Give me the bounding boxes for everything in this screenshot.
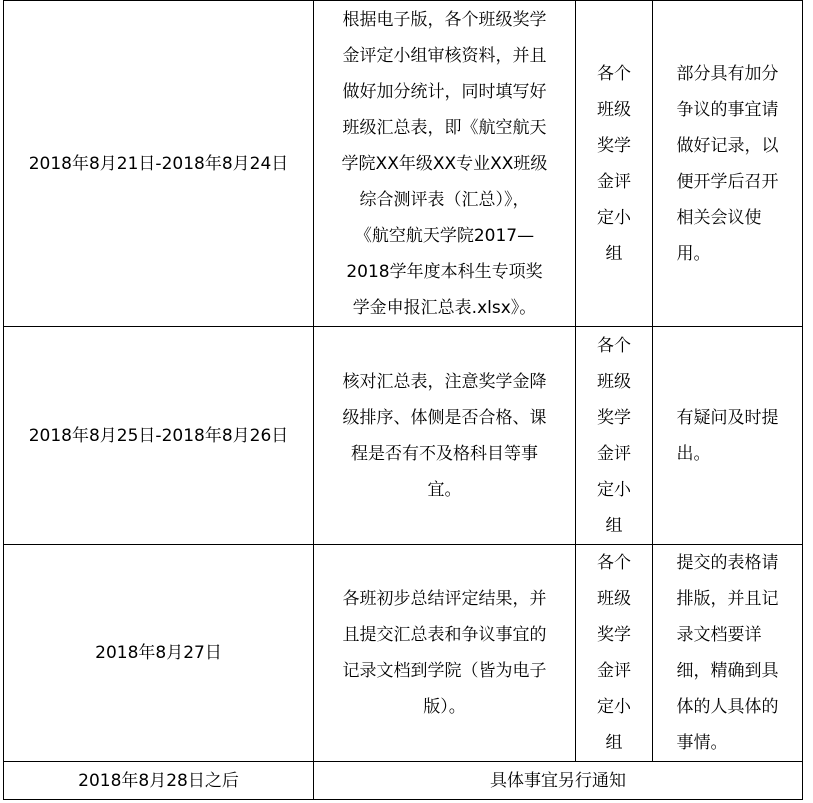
notes-cell [653,545,803,762]
final-notice-cell [314,762,803,800]
responsible-group-cell [576,545,653,762]
responsible-group-text: 各个 班级 奖学 金评 定小 组 [597,63,631,264]
date-cell [4,1,314,327]
table-row [4,762,803,800]
date-text: 2018年8月21日-2018年8月24日 [28,153,289,174]
date-text: 2018年8月28日之后 [78,770,239,791]
date-text: 2018年8月25日-2018年8月26日 [28,425,289,446]
notes-text: 提交的表格请 排版，并且记 录文档要详 细，精确到具 体的人具体的 事情。 [676,553,779,753]
table-row [4,1,803,327]
date-text: 2018年8月27日 [95,643,222,663]
task-content-text: 根据电子版，各个班级奖学 金评定小组审核资料，并且 做好加分统计，同时填写好 班级汇总表，即《航空航天 学院XX年级XX专业XX班级 综合测评表（汇总）》， 《航空航天学院2017— 2018学年度本科生专项奖 学金申报汇总表.xlsx》。 [341,9,548,318]
task-content-cell [314,1,576,327]
table-row [4,327,803,545]
responsible-group-cell [576,327,653,545]
table-row [4,545,803,762]
final-notice-text: 具体事宜另行通知 [490,770,626,791]
task-content-text: 核对汇总表，注意奖学金降 级排序、体侧是否合格、课 程是否有不及格科目等事 宜。 [342,371,547,500]
notes-cell [653,1,803,327]
responsible-group-text: 各个 班级 奖学 金评 定小 组 [597,335,631,536]
date-cell [4,327,314,545]
task-content-cell [314,327,576,545]
schedule-table [3,0,803,800]
notes-text: 有疑问及时提 出。 [676,407,779,464]
task-content-text: 各班初步总结评定结果，并 且提交汇总表和争议事宜的 记录文档到学院（皆为电子 版）。 [342,589,547,717]
responsible-group-text: 各个 班级 奖学 金评 定小 组 [597,553,631,753]
notes-text: 部分具有加分 争议的事宜请 做好记录，以 便开学后召开 相关会议使 用。 [676,63,779,264]
date-cell [4,545,314,762]
notes-cell [653,327,803,545]
responsible-group-cell [576,1,653,327]
task-content-cell [314,545,576,762]
date-cell [4,762,314,800]
